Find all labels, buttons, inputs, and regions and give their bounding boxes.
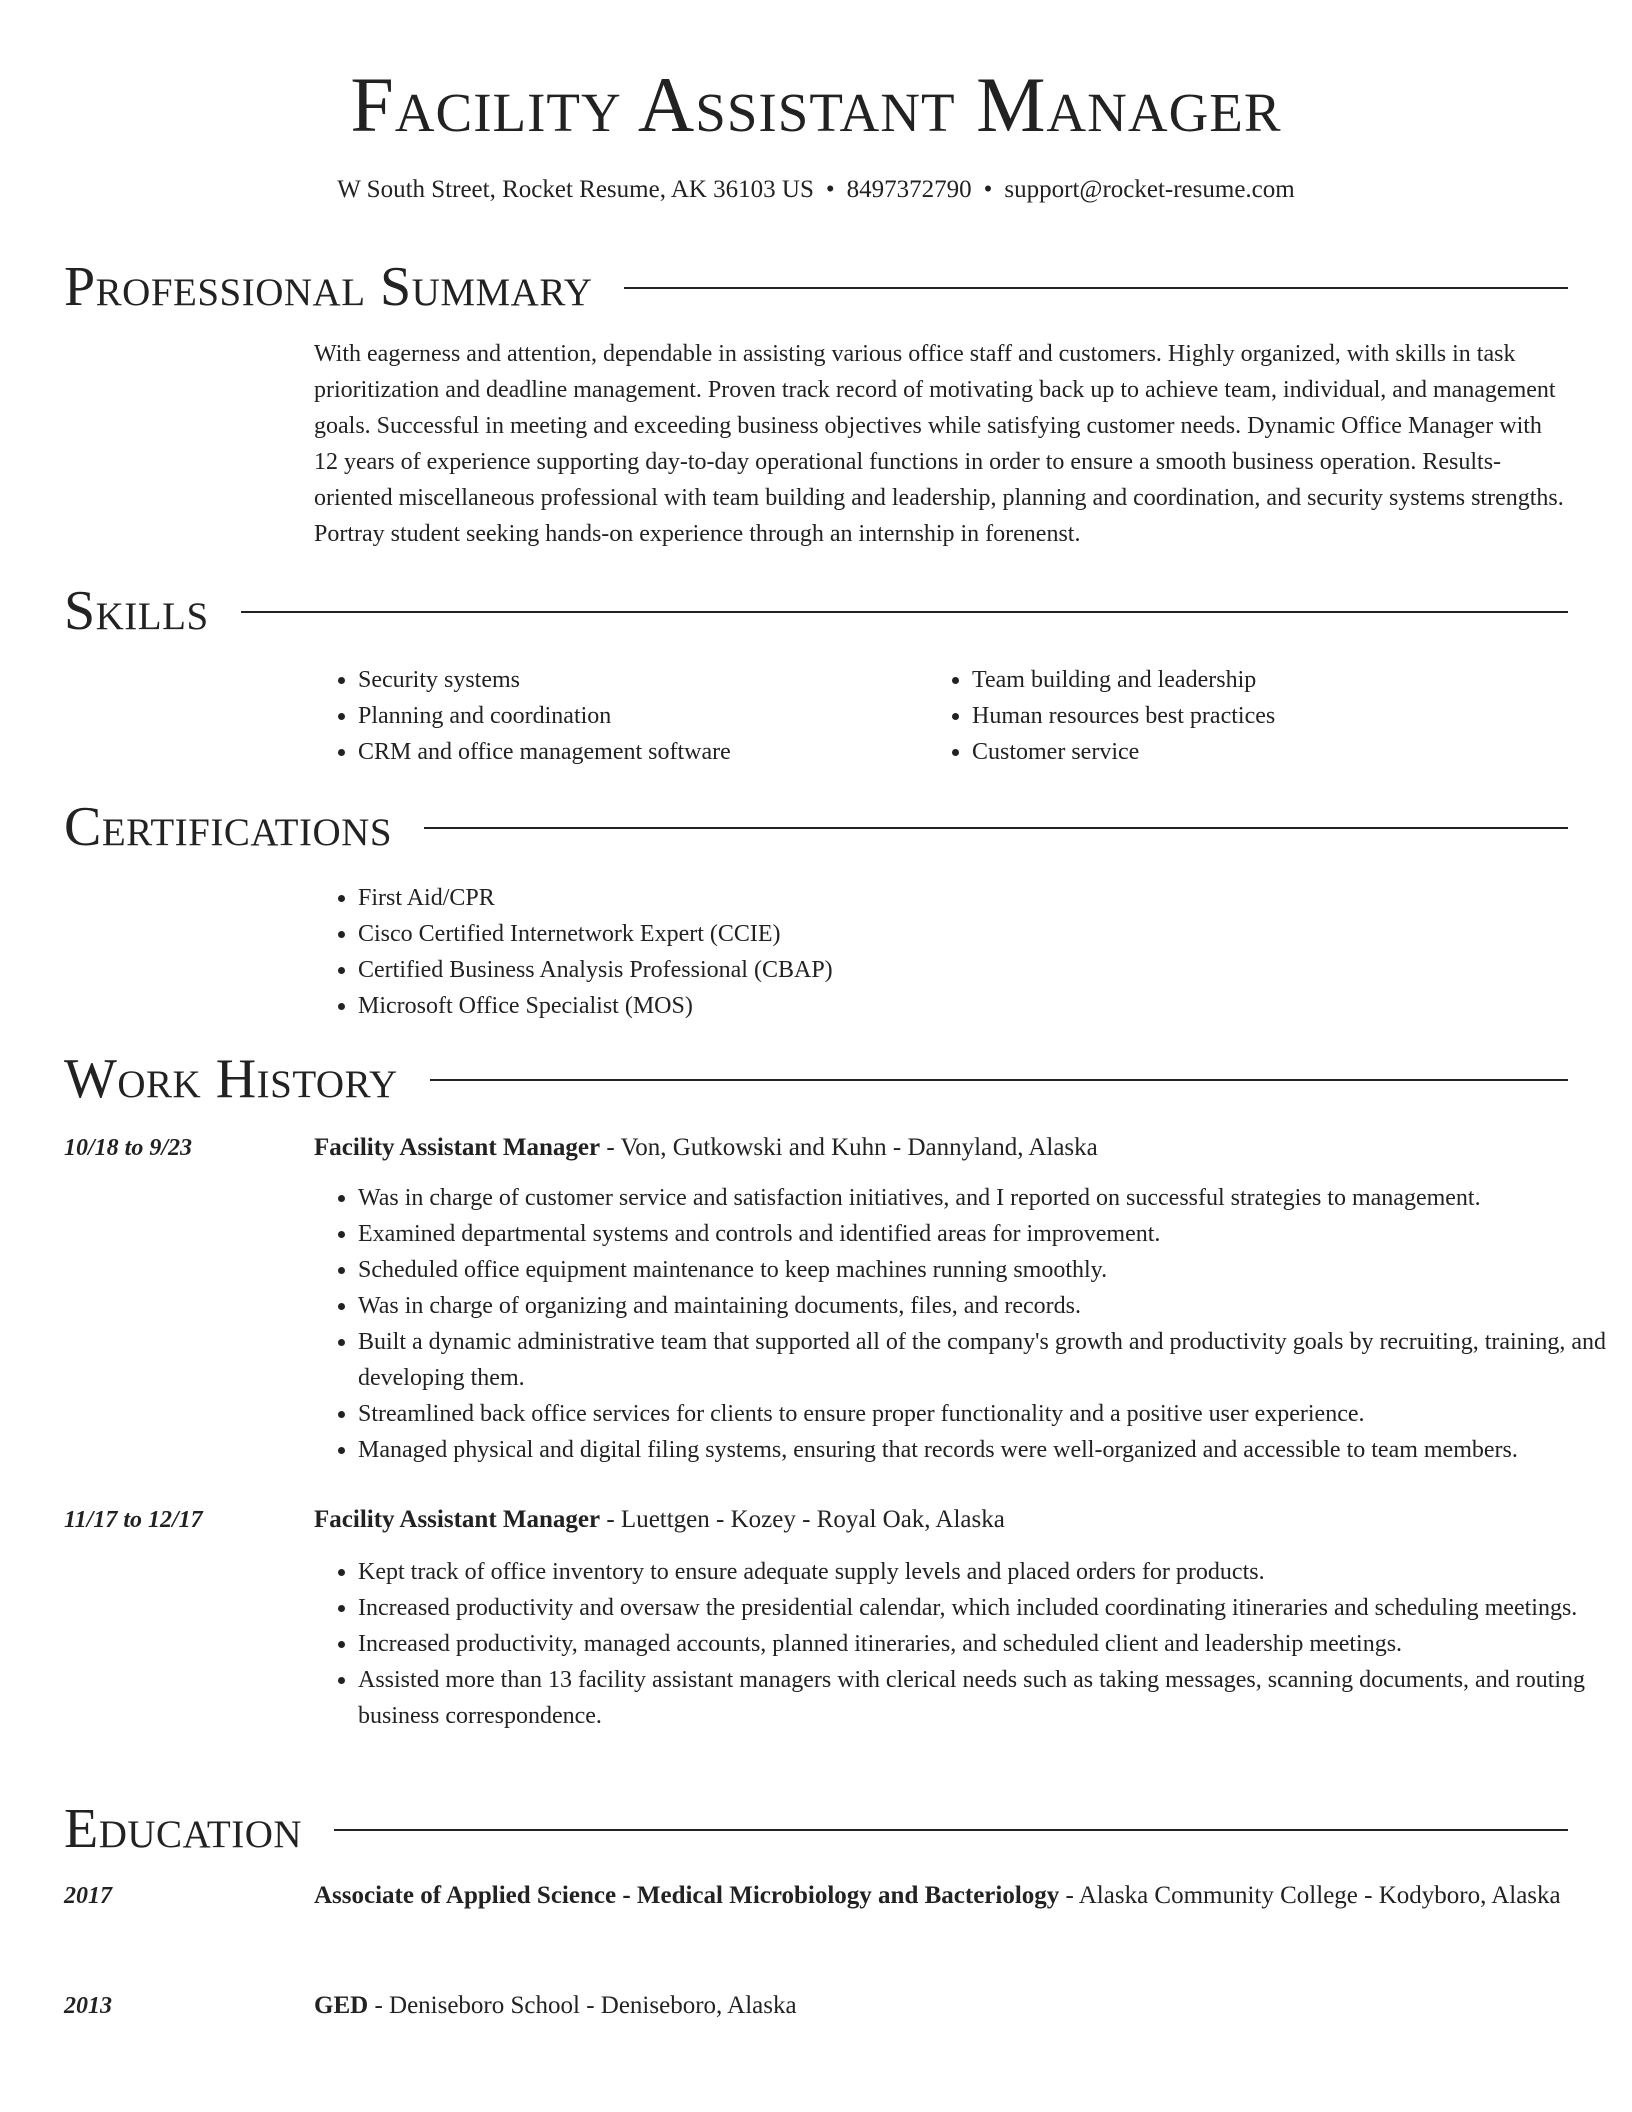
job-employer: - Von, Gutkowski and Kuhn - Dannyland, Alaska — [600, 1134, 1098, 1161]
education-year: 2013 — [64, 1993, 112, 2019]
skill-item: • Security systems — [358, 662, 958, 698]
section-heading-certifications: Certifications — [64, 796, 393, 858]
job-bullet: • Increased productivity, managed accounts, planned itineraries, and scheduled client and leadership meetings. — [358, 1626, 1614, 1662]
job-bullets — [314, 1180, 1614, 1468]
section-divider — [624, 287, 1568, 289]
certification-item: • First Aid/CPR — [358, 880, 1614, 916]
education-school: - Deniseboro School - Deniseboro, Alaska — [368, 1992, 797, 2019]
education-year: 2017 — [64, 1883, 112, 1909]
education-entry — [314, 1876, 1570, 1916]
contact-line — [0, 172, 1632, 208]
job-title: Facility Assistant Manager — [314, 1506, 601, 1533]
work-history-section-header — [64, 1044, 1568, 1114]
section-divider — [241, 611, 1568, 613]
job-bullet: • Was in charge of organizing and maintaining documents, files, and records. — [358, 1288, 1614, 1324]
job-employer: - Luettgen - Kozey - Royal Oak, Alaska — [600, 1506, 1005, 1533]
skill-item: • Customer service — [972, 734, 1612, 770]
job-bullet: • Examined departmental systems and controls and identified areas for improvement. — [358, 1216, 1614, 1252]
section-divider — [424, 827, 1568, 829]
job-bullet: • Was in charge of customer service and satisfaction initiatives, and I reported on successful strategies to management. — [358, 1180, 1614, 1216]
certification-item: • Certified Business Analysis Professional (CBAP) — [358, 952, 1614, 988]
section-heading-skills: Skills — [64, 580, 209, 642]
skills-list-right — [928, 662, 1612, 770]
skills-section-header — [64, 576, 1568, 646]
certifications-list — [314, 880, 1614, 1024]
certification-item: • Microsoft Office Specialist (MOS) — [358, 988, 1614, 1024]
section-divider — [430, 1079, 1568, 1081]
section-heading-work-history: Work History — [64, 1048, 398, 1110]
skills-list-left — [314, 662, 958, 770]
education-section-header — [64, 1794, 1568, 1864]
certification-item: • Cisco Certified Internetwork Expert (CCIE) — [358, 916, 1614, 952]
education-entry — [314, 1986, 1570, 2026]
section-heading-summary: Professional Summary — [64, 256, 593, 318]
education-school: - Alaska Community College - Kodyboro, Alaska — [1059, 1882, 1561, 1909]
certifications-section-header — [64, 792, 1568, 862]
job-bullet: • Scheduled office equipment maintenance to keep machines running smoothly. — [358, 1252, 1614, 1288]
contact-email: support@rocket-resume.com — [1004, 176, 1295, 203]
skill-item: • Human resources best practices — [972, 698, 1612, 734]
education-degree: Associate of Applied Science - Medical Microbiology and Bacteriology — [314, 1882, 1060, 1909]
contact-address: W South Street, Rocket Resume, AK 36103 US — [337, 176, 814, 203]
job-bullet: • Streamlined back office services for clients to ensure proper functionality and a positive user experience. — [358, 1396, 1614, 1432]
job-bullets — [314, 1554, 1614, 1734]
job-bullet: • Assisted more than 13 facility assistant managers with clerical needs such as taking messages, scanning documents, and routing business correspondence. — [358, 1662, 1614, 1734]
skill-item: • CRM and office management software — [358, 734, 958, 770]
education-degree: GED — [314, 1992, 369, 2019]
contact-separator: • — [825, 176, 835, 203]
contact-phone: 8497372790 — [846, 176, 972, 203]
job-dates: 11/17 to 12/17 — [64, 1507, 203, 1533]
job-dates: 10/18 to 9/23 — [64, 1135, 193, 1161]
contact-separator: • — [983, 176, 993, 203]
summary-section-header — [64, 252, 1568, 322]
job-bullet: • Built a dynamic administrative team that supported all of the company's growth and productivity goals by recruiting, training, and developing them. — [358, 1324, 1614, 1396]
section-divider — [334, 1829, 1568, 1831]
skill-item: • Team building and leadership — [972, 662, 1612, 698]
job-bullet: • Managed physical and digital filing systems, ensuring that records were well-organized and accessible to team members. — [358, 1432, 1614, 1468]
summary-text: With eagerness and attention, dependable in assisting various office staff and customers. Highly organized, with skills in task prioritization and deadline management. Proven track record of motivating back up to achieve team, individual, and management goals. Successful in meeting and exceeding business objectives while satisfying customer needs. Dynamic Office Manager with 12 years of experience supporting day-to-day operational functions in order to ensure a smooth business operation. Results-oriented miscellaneous professional with team building and leadership, planning and coordination, and security systems strengths. Portray student seeking hands-on experience through an internship in forenenst. — [314, 341, 1564, 547]
job-bullet: • Increased productivity and oversaw the presidential calendar, which included coordinating itineraries and scheduling meetings. — [358, 1590, 1614, 1626]
job-bullet: • Kept track of office inventory to ensure adequate supply levels and placed orders for products. — [358, 1554, 1614, 1590]
section-heading-education: Education — [64, 1798, 303, 1860]
job-heading — [314, 1500, 1570, 1540]
job-title: Facility Assistant Manager — [314, 1134, 601, 1161]
skill-item: • Planning and coordination — [358, 698, 958, 734]
candidate-name: Facility Assistant Manager — [350, 61, 1282, 148]
job-heading — [314, 1128, 1570, 1168]
